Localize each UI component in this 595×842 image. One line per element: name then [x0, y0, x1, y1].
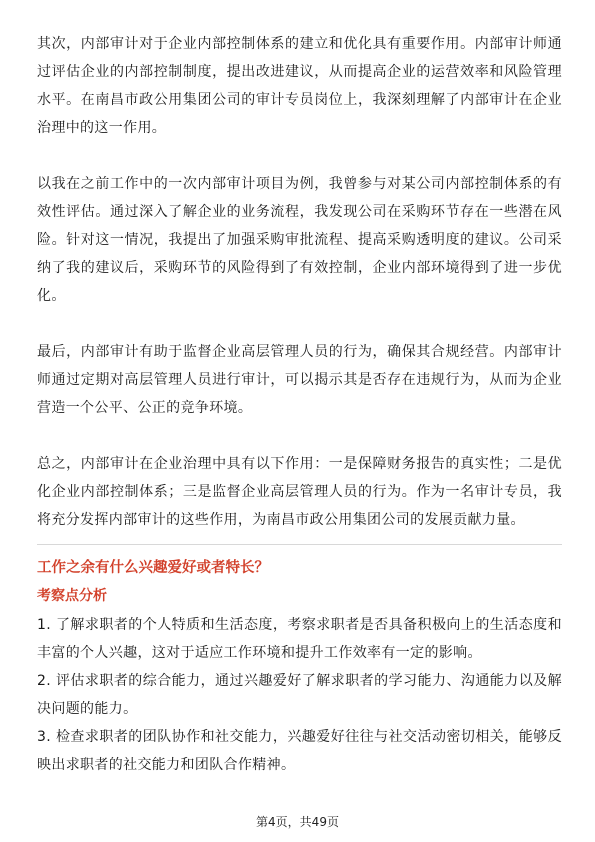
- list-item: 3. 检查求职者的团队协作和社交能力，兴趣爱好往往与社交活动密切相关，能够反映出求职者的社交能力和团队合作精神。: [37, 729, 562, 773]
- list-item: 2. 评估求职者的综合能力，通过兴趣爱好了解求职者的学习能力、沟通能力以及解决问题的能力。: [37, 673, 562, 717]
- paragraph-spacer: [37, 142, 562, 170]
- page-content: [37, 30, 562, 779]
- paragraph-spacer: [37, 310, 562, 338]
- paragraph-spacer: [37, 422, 562, 450]
- paragraph-audit-example: 以我在之前工作中的一次内部审计项目为例，我曾参与对某公司内部控制体系的有效性评估。通过深入了解企业的业务流程，我发现公司在采购环节存在一些潜在风险。针对这一情况，我提出了加强采购审批流程、提高采购透明度的建议。公司采纳了我的建议后，采购环节的风险得到了有效控制，企业内部环境得到了进一步优化。: [37, 176, 562, 304]
- analysis-heading: 考察点分析: [37, 588, 107, 604]
- list-item: 1. 了解求职者的个人特质和生活态度，考察求职者是否具备积极向上的生活态度和丰富的个人兴趣，这对于适应工作环境和提升工作效率有一定的影响。: [37, 617, 562, 661]
- page-number: 第4页，共49页: [256, 815, 339, 829]
- question-title: 工作之余有什么兴趣爱好或者特长？: [37, 560, 269, 576]
- paragraph-summary: 总之，内部审计在企业治理中具有以下作用：一是保障财务报告的真实性；二是优化企业内部控制体系；三是监督企业高层管理人员的行为。作为一名审计专员，我将充分发挥内部审计的这些作用，为南昌市政公用集团公司的发展贡献力量。: [37, 456, 562, 528]
- paragraph-internal-control: 其次，内部审计对于企业内部控制体系的建立和优化具有重要作用。内部审计师通过评估企业的内部控制制度，提出改进建议，从而提高企业的运营效率和风险管理水平。在南昌市政公用集团公司的审计专员岗位上，我深刻理解了内部审计在企业治理中的这一作用。: [37, 36, 562, 136]
- analysis-list: [37, 611, 562, 779]
- section-divider: [37, 544, 562, 545]
- paragraph-management-oversight: 最后，内部审计有助于监督企业高层管理人员的行为，确保其合规经营。内部审计师通过定期对高层管理人员进行审计，可以揭示其是否存在违规行为，从而为企业营造一个公平、公正的竞争环境。: [37, 344, 562, 416]
